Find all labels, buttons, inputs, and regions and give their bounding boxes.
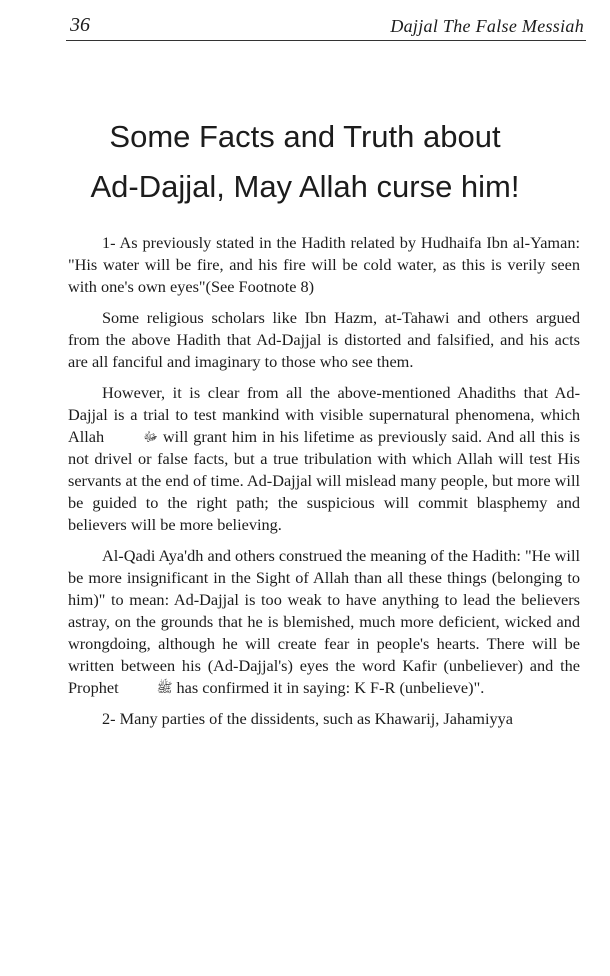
body-text: [68, 232, 580, 739]
chapter-title-line-1: Some Facts and Truth about: [109, 119, 501, 154]
chapter-title: [40, 112, 570, 212]
paragraph-5: 2- Many parties of the dissidents, such as Khawarij, Jahamiyya: [102, 709, 514, 728]
paragraph-1: 1- As previously stated in the Hadith related by Hudhaifa Ibn al-Yaman: "His water will be fire, and his fire will be cold water, as this is verily seen with one's own eyes"(See Footnote 8): [68, 233, 580, 296]
prophet-honorific-symbol: ﷺ: [156, 680, 173, 695]
paragraph-4-text-a: Al-Qadi Aya'dh and others construed the meaning of the Hadith: "He will be more insignificant in the Sight of Allah than all these things (belonging to him)" to mean: Ad-Dajjal is too weak to have anything to lead the believers astray, on the grounds that he is blemished, much more deficient, wicked and wrongdoing, although he will create fear in people's hearts. There will be written between his (Ad-Dajjal's) eyes the word Kafir (unbeliever) and the Prophet: [68, 546, 580, 697]
paragraph-4: [68, 545, 580, 699]
paragraph-2: Some religious scholars like Ibn Hazm, at-Tahawi and others argued from the above Hadith that Ad-Dajjal is distorted and falsified, and his acts are all fanciful and imaginary to those who see them.: [68, 308, 580, 371]
page-header: [66, 6, 586, 41]
paragraph-3: [68, 382, 580, 536]
paragraph-3-text-b: will grant him in his lifetime as previously said. And all this is not drivel or false facts, but a true tribulation with which Allah will test His servants at the end of time. Ad-Dajjal will mislead many people, but more will be guided to the right path; the suspicious will commit blasphemy and believers will be more believing.: [68, 427, 580, 534]
allah-honorific-symbol: ﷻ: [143, 429, 158, 444]
paragraph-3-text-a: However, it is clear from all the above-mentioned Ahadiths that Ad-Dajjal is a trial to test mankind with visible supernatural phenomena, which Allah: [68, 383, 580, 446]
running-title: Dajjal The False Messiah: [390, 16, 584, 36]
paragraph-4-text-b: has confirmed it in saying: K F-R (unbelieve)".: [172, 678, 485, 697]
page-number: 36: [70, 14, 90, 36]
chapter-title-line-2: Ad-Dajjal, May Allah curse him!: [90, 169, 520, 204]
